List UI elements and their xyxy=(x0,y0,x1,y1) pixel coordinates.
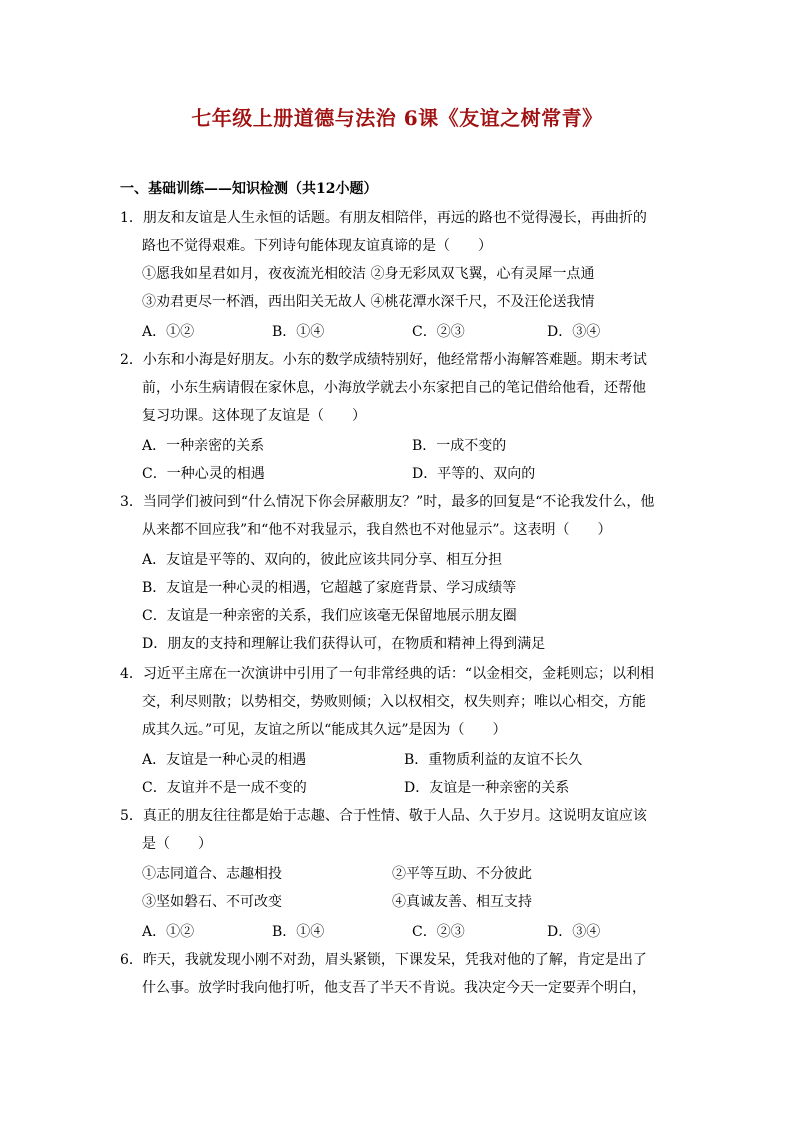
section-heading: 一、基础训练——知识检测（共12小题） xyxy=(120,181,378,197)
q4-stem-line1: 4．习近平主席在一次演讲中引用了一句非常经典的话：“以金相交，金耗则忘；以利相 xyxy=(120,666,655,682)
q5-statement-2: ②平等互助、不分彼此 xyxy=(392,866,532,882)
q2-option-b: B．一成不变的 xyxy=(412,438,507,454)
q1-option-d: D．③④ xyxy=(547,324,601,340)
q1-statement-line2: ③劝君更尽一杯酒，西出阳关无故人 ④桃花潭水深千尺，不及汪伦送我情 xyxy=(142,294,595,310)
q2-option-a: A．一种亲密的关系 xyxy=(142,438,265,454)
q5-stem-line1: 5．真正的朋友往往都是始于志趣、合于性情、敬于人品、久于岁月。这说明友谊应该 xyxy=(120,808,647,824)
q1-statement-line1: ①愿我如星君如月，夜夜流光相皎洁 ②身无彩凤双飞翼，心有灵犀一点通 xyxy=(142,266,595,282)
q4-option-c: C．友谊并不是一成不变的 xyxy=(142,780,307,796)
q5-option-b: B．①④ xyxy=(272,924,325,940)
q1-stem-line2: 路也不觉得艰难。下列诗句能体现友谊真谛的是（ ） xyxy=(142,238,492,254)
q1-stem-line1: 1．朋友和友谊是人生永恒的话题。有朋友相陪伴，再远的路也不觉得漫长，再曲折的 xyxy=(120,210,647,226)
q1-option-c: C．②③ xyxy=(412,324,465,340)
q5-statement-1: ①志同道合、志趣相投 xyxy=(142,866,282,882)
q1-option-a: A．①② xyxy=(142,324,195,340)
page-title: 七年级上册道德与法治 6课《友谊之树常青》 xyxy=(191,106,603,130)
q3-option-d: D．朋友的支持和理解让我们获得认可，在物质和精神上得到满足 xyxy=(142,636,546,652)
q6-stem-line2: 什么事。放学时我向他打听，他支吾了半天不肯说。我决定今天一定要弄个明白， xyxy=(142,980,646,996)
q2-stem-line3: 复习功课。这体现了友谊是（ ） xyxy=(142,408,366,424)
q3-stem-line2: 从来都不回应我”和“他不对我显示，我自然也不对他显示”。这表明（ ） xyxy=(142,522,612,538)
q2-option-d: D．平等的、双向的 xyxy=(412,466,536,482)
q2-stem-line2: 前，小东生病请假在家休息，小海放学就去小东家把自己的笔记借给他看，还帮他 xyxy=(142,380,646,396)
q4-option-b: B．重物质利益的友谊不长久 xyxy=(404,752,583,768)
q4-option-d: D．友谊是一种亲密的关系 xyxy=(404,780,570,796)
q3-stem-line1: 3．当同学们被问到“什么情况下你会屏蔽朋友？”时，最多的回复是“不论我发什么，他 xyxy=(120,494,655,510)
q4-option-a: A．友谊是一种心灵的相遇 xyxy=(142,752,307,768)
q5-statement-4: ④真诚友善、相互支持 xyxy=(392,894,532,910)
q5-option-d: D．③④ xyxy=(547,924,601,940)
q5-option-a: A．①② xyxy=(142,924,195,940)
q3-option-c: C．友谊是一种亲密的关系，我们应该毫无保留地展示朋友圈 xyxy=(142,608,517,624)
q2-stem-line1: 2．小东和小海是好朋友。小东的数学成绩特别好，他经常帮小海解答难题。期末考试 xyxy=(120,352,647,368)
q4-stem-line2: 交，利尽则散；以势相交，势败则倾；入以权相交，权失则弃；唯以心相交，方能 xyxy=(142,694,646,710)
q5-option-c: C．②③ xyxy=(412,924,465,940)
q3-option-b: B．友谊是一种心灵的相遇，它超越了家庭背景、学习成绩等 xyxy=(142,580,517,596)
q3-option-a: A．友谊是平等的、双向的，彼此应该共同分享、相互分担 xyxy=(142,552,503,568)
q5-stem-line2: 是（ ） xyxy=(142,836,212,852)
q2-option-c: C．一种心灵的相遇 xyxy=(142,466,265,482)
q4-stem-line3: 成其久远。”可见，友谊之所以“能成其久远”是因为（ ） xyxy=(142,722,507,738)
q6-stem-line1: 6．昨天，我就发现小刚不对劲，眉头紧锁，下课发呆，凭我对他的了解，肯定是出了 xyxy=(120,952,647,968)
q1-option-b: B．①④ xyxy=(272,324,325,340)
q5-statement-3: ③坚如磐石、不可改变 xyxy=(142,894,282,910)
